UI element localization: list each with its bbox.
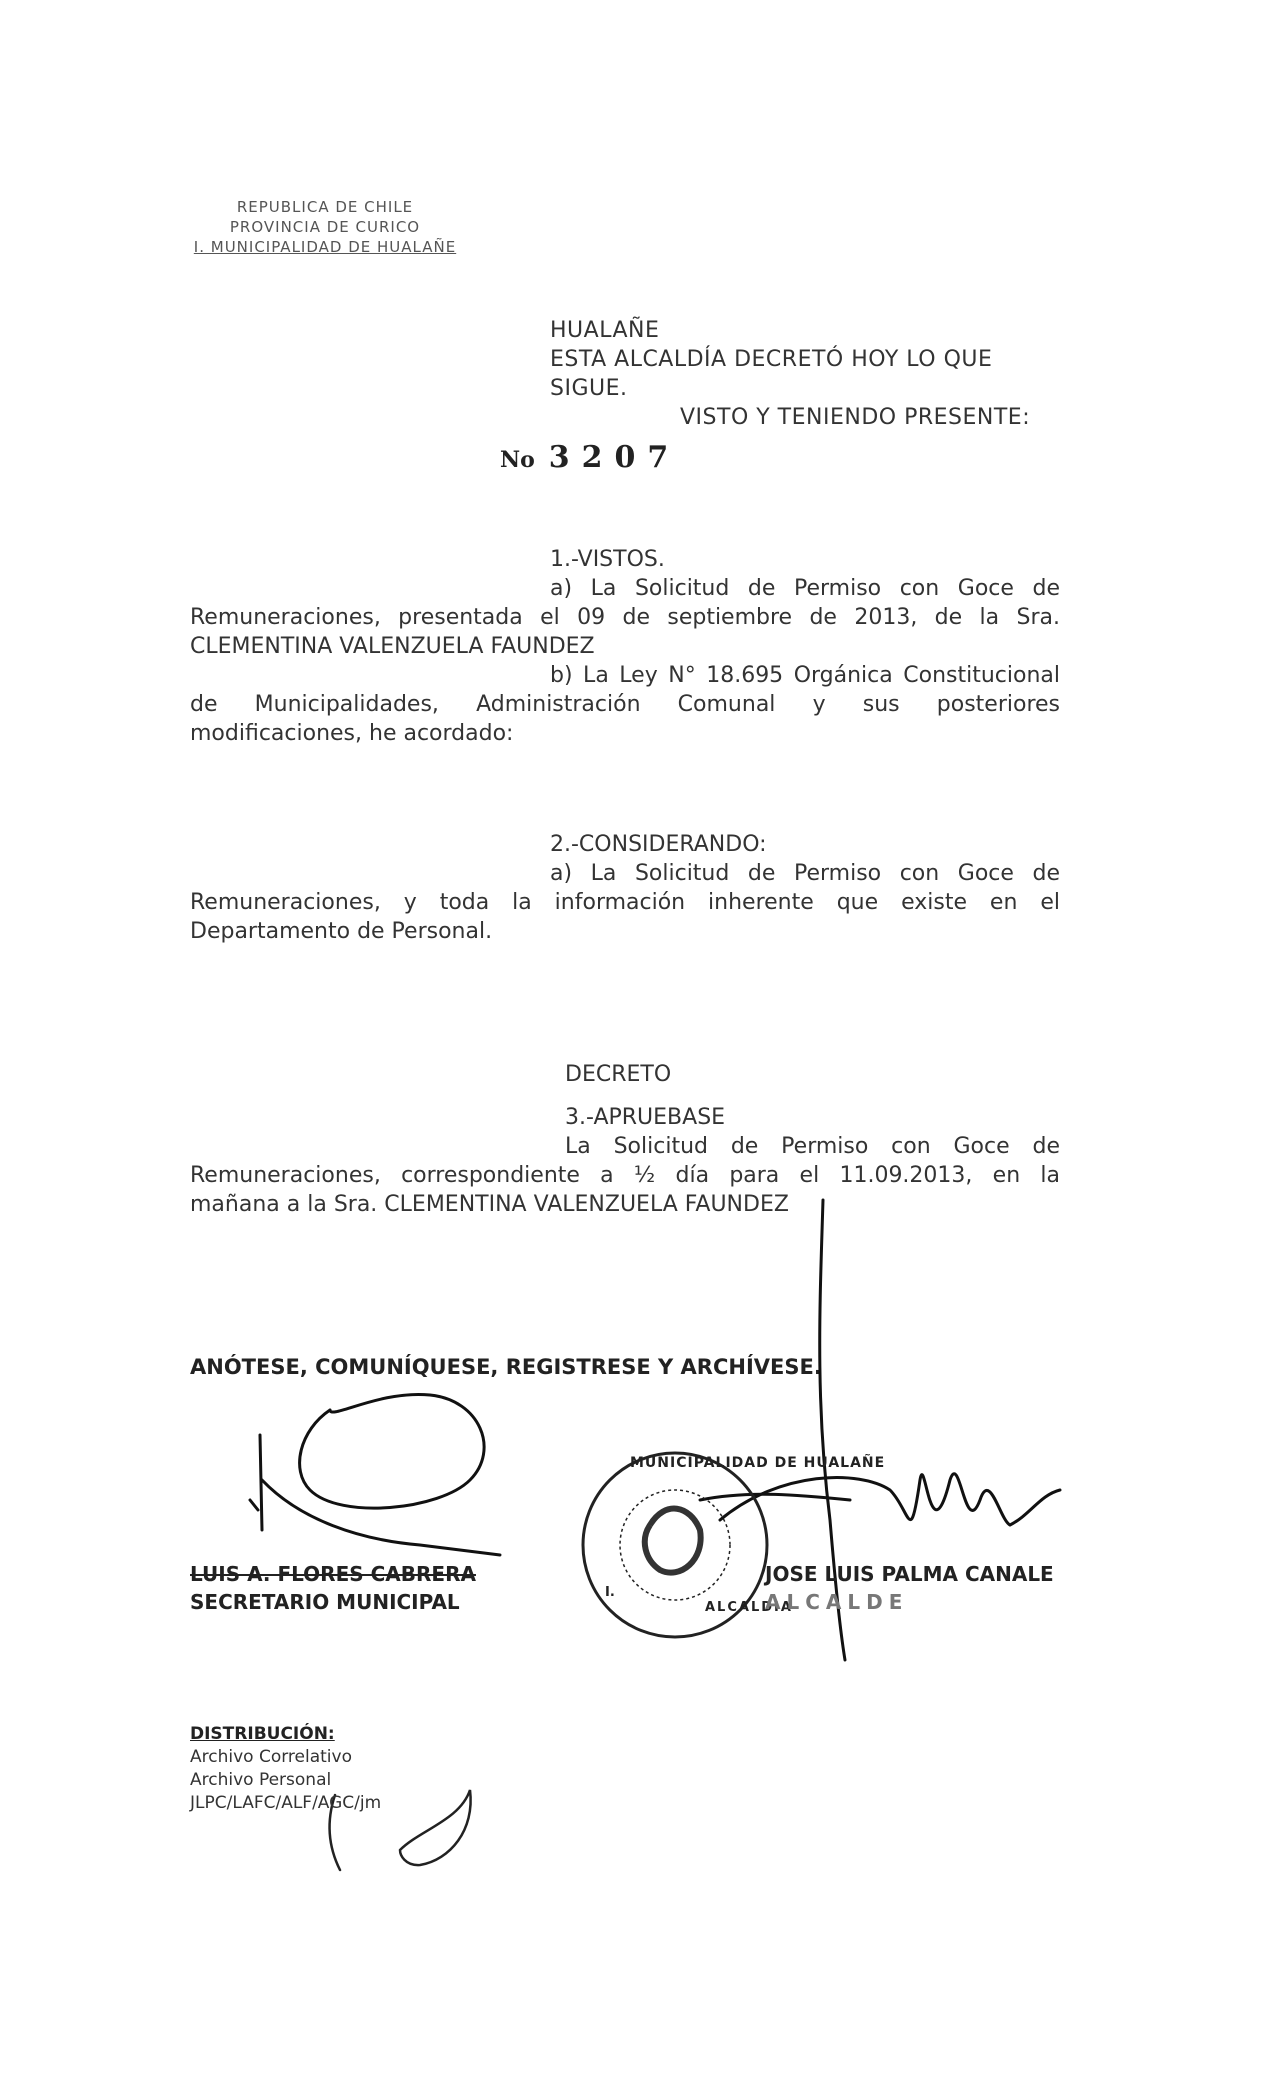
distribution-item: Archivo Personal	[190, 1770, 332, 1790]
decree-number-prefix: No	[500, 447, 535, 473]
mayor-title: ALCALDE	[765, 1590, 909, 1614]
decree-number-value: 3207	[548, 440, 681, 475]
vistos-a-line-3: CLEMENTINA VALENZUELA FAUNDEZ	[190, 634, 595, 659]
distribution-item: Archivo Correlativo	[190, 1747, 352, 1767]
secretary-title: SECRETARIO MUNICIPAL	[190, 1590, 460, 1614]
secretary-signature	[250, 1394, 500, 1555]
vistos-b-line-3: modificaciones, he acordado:	[190, 721, 514, 746]
vistos-b-line-2: de Municipalidades, Administración Comunal y sus posteriores	[190, 692, 1060, 717]
decreto-line-2: Remuneraciones, correspondiente a ½ día para el 11.09.2013, en la	[190, 1163, 1060, 1188]
secretary-signature-block	[190, 1560, 476, 1616]
considerando-heading: 2.-CONSIDERANDO:	[550, 832, 767, 857]
seal-text-bottom: ALCALDIA	[705, 1600, 793, 1615]
vistos-heading: 1.-VISTOS.	[550, 547, 665, 572]
vistos-b-line-1: b) La Ley N° 18.695 Orgánica Constitucional	[550, 663, 1060, 688]
seal-text-left: I.	[605, 1585, 615, 1600]
intro-line-1: ESTA ALCALDÍA DECRETÓ HOY LO QUE	[550, 347, 993, 372]
vistos-a-line-1: a) La Solicitud de Permiso con Goce de	[550, 576, 1060, 601]
considerando-a-line-2: Remuneraciones, y toda la información inherente que existe en el	[190, 890, 1060, 915]
letterhead-province: PROVINCIA DE CURICO	[229, 218, 421, 236]
intro-line-2: SIGUE.	[550, 376, 628, 401]
distribution-block	[190, 1723, 381, 1815]
distribution-heading: DISTRIBUCIÓN:	[190, 1724, 335, 1744]
decreto-line-3: mañana a la Sra. CLEMENTINA VALENZUELA FAUNDEZ	[190, 1192, 789, 1217]
decreto-line-1: La Solicitud de Permiso con Goce de	[565, 1134, 1060, 1159]
intro-line-3: VISTO Y TENIENDO PRESENTE:	[680, 405, 1031, 430]
secretary-name: LUIS A. FLORES CABRERA	[190, 1562, 476, 1586]
decreto-heading: DECRETO	[565, 1062, 672, 1087]
decreto-subheading: 3.-APRUEBASE	[565, 1105, 726, 1130]
closing-formula: ANÓTESE, COMUNÍQUESE, REGISTRESE Y ARCHÍVESE.	[190, 1355, 822, 1379]
seal-text-top: MUNICIPALIDAD DE HUALAÑE	[630, 1455, 886, 1471]
considerando-a-line-1: a) La Solicitud de Permiso con Goce de	[550, 861, 1060, 886]
mayor-signature-block	[765, 1560, 1054, 1616]
intro-place: HUALAÑE	[550, 318, 660, 343]
distribution-item: JLPC/LAFC/ALF/AGC/jm	[190, 1793, 382, 1813]
vistos-a-line-2: Remuneraciones, presentada el 09 de septiembre de 2013, de la Sra.	[190, 605, 1060, 630]
mayor-name: JOSE LUIS PALMA CANALE	[765, 1562, 1054, 1586]
letterhead-municipality: I. MUNICIPALIDAD DE HUALAÑE	[193, 238, 457, 256]
considerando-a-line-3: Departamento de Personal.	[190, 919, 493, 944]
letterhead-country: REPUBLICA DE CHILE	[236, 198, 414, 216]
